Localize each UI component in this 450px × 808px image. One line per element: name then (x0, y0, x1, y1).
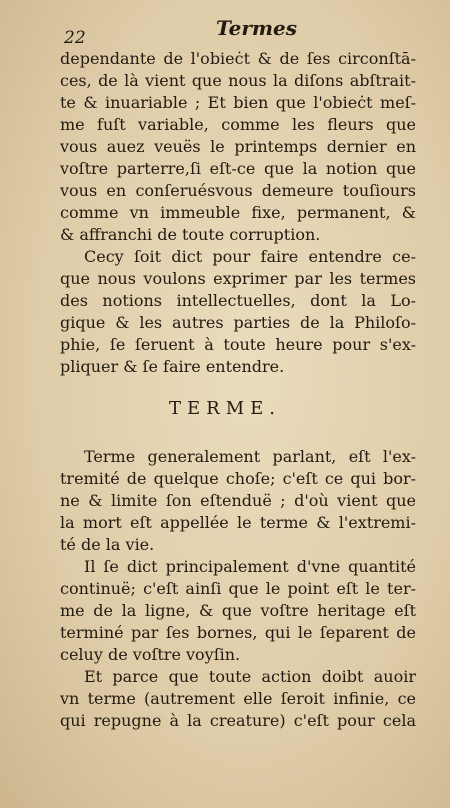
text-line: ces, de là vient que nous la diſons abſtrait- (60, 71, 416, 90)
text-line: phie, ſe ſeruent à toute heure pour s'ex- (60, 335, 416, 354)
text-line: tremité de quelque choſe; c'eſt ce qui bor- (60, 469, 416, 488)
paragraph-block-1 (60, 48, 416, 378)
running-head: Termes (216, 16, 297, 40)
text-line: té de la vie. (60, 535, 155, 554)
text-line: vous auez veuës le printemps dernier en (60, 137, 416, 156)
text-line: & affranchi de toute corruption. (60, 225, 321, 244)
text-line: terminé par ſes bornes, qui le ſeparent de (60, 623, 416, 642)
text-line: celuy de voſtre voyſin. (60, 645, 241, 664)
text-line: pliquer & ſe faire entendre. (60, 357, 285, 376)
page-number: 22 (64, 28, 86, 48)
text-line: me fuſt variable, comme les fleurs que (60, 115, 416, 134)
text-line: que nous voulons exprimer par les termes (60, 269, 416, 288)
text-line: dependante de l'obieċt & de ſes circonſtā- (60, 49, 416, 68)
text-line: continuë; c'eſt ainſi que le point eſt le ter- (60, 579, 416, 598)
text-line: ne & limite ſon eſtenduë ; d'où vient que (60, 491, 416, 510)
text-line: vous en conſeruésvous demeure touſiours (60, 181, 416, 200)
text-line: Et parce que toute action doibt auoir (84, 667, 416, 686)
text-line: Cecy ſoit dict pour faire entendre ce- (84, 247, 416, 266)
section-heading: TERME. (169, 398, 281, 419)
paragraph-block-2 (60, 446, 416, 732)
text-line: comme vn immeuble fixe, permanent, & (60, 203, 416, 222)
text-line: me de la ligne, & que voſtre heritage eſt (60, 601, 416, 620)
text-line: qui repugne à la creature) c'eſt pour cela (60, 711, 416, 730)
text-line: voſtre parterre,ſi eſt-ce que la notion que (60, 159, 416, 178)
text-line: te & inuariable ; Et bien que l'obieċt meſ- (60, 93, 416, 112)
text-line: Terme generalement parlant, eſt l'ex- (84, 447, 416, 466)
text-line: gique & les autres parties de la Philoſo- (60, 313, 416, 332)
text-line: des notions intellectuelles, dont la Lo- (60, 291, 416, 310)
text-line: Il ſe dict principalement d'vne quantité (84, 557, 416, 576)
text-line: la mort eſt appellée le terme & l'extremi- (60, 513, 416, 532)
text-line: vn terme (autrement elle ſeroit infinie, ce (60, 689, 416, 708)
